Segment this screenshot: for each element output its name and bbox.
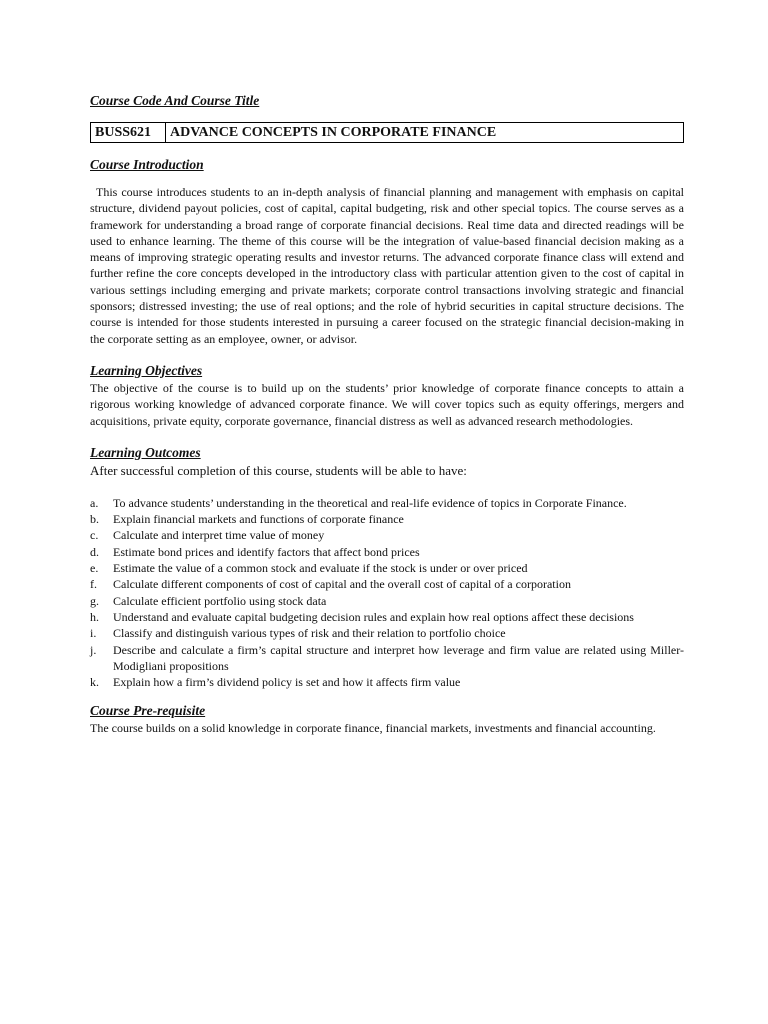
course-code: BUSS621: [91, 123, 166, 143]
prerequisite-text: The course builds on a solid knowledge in corporate finance, financial markets, investments and financial accounting.: [90, 721, 656, 736]
list-item-text: Estimate bond prices and identify factors that affect bond prices: [113, 544, 420, 559]
list-item: [90, 609, 684, 625]
course-title: ADVANCE CONCEPTS IN CORPORATE FINANCE: [166, 123, 684, 143]
list-marker: i.: [90, 626, 97, 641]
list-item: [90, 674, 684, 690]
list-marker: b.: [90, 512, 99, 527]
list-marker: g.: [90, 593, 99, 608]
introduction-heading: Course Introduction: [90, 157, 204, 172]
list-item-text: Explain how a firm’s dividend policy is set and how it affects firm value: [113, 675, 461, 690]
list-item-text: Explain financial markets and functions of corporate finance: [113, 512, 404, 527]
outcomes-list: [90, 495, 684, 691]
list-item-text: Calculate and interpret time value of money: [113, 528, 325, 543]
list-marker: k.: [90, 675, 99, 690]
list-item-text: Estimate the value of a common stock and evaluate if the stock is under or over priced: [113, 561, 528, 576]
list-item-text: Calculate different components of cost of capital and the overall cost of capital of a corporation: [113, 577, 571, 592]
list-item-text: Understand and evaluate capital budgeting decision rules and explain how real options affect these decisions: [113, 609, 634, 624]
introduction-text: This course introduces students to an in-depth analysis of financial planning and management with emphasis on capital structure, dividend payout policies, cost of capital, capital budgeting, risk and other special topics. The course serves as a framework for understanding a broad range of corporate financial decisions. Real time data and directed readings will be used to enhance learning. The theme of this course will be the integration of value-based financial decision making as a means of improving strategic operating results and investor returns. The advanced corporate finance class will extend and further refine the core concepts developed in the introductory class with particular attention given to the cost of capital in various settings including emerging and private markets; corporate control transactions involving strategic and financial sponsors; distressed investing; the use of real options; and the role of hybrid securities in capital structure decisions. The course is intended for those students interested in pursuing a career focused on the strategic financial decision-making in the corporate setting as an employee, owner, or advisor.: [90, 185, 684, 346]
list-item-text: Describe and calculate a firm’s capital structure and interpret how leverage and firm value are related using Miller-Modigliani propositions: [113, 642, 684, 673]
list-item: [90, 593, 684, 609]
course-code-heading: Course Code And Course Title: [90, 93, 260, 108]
list-item: [90, 544, 684, 560]
list-marker: h.: [90, 609, 99, 624]
list-marker: c.: [90, 528, 99, 543]
list-item: [90, 527, 684, 543]
document-page: [90, 92, 684, 737]
outcomes-heading: Learning Outcomes: [90, 444, 201, 460]
list-item-text: Classify and distinguish various types of risk and their relation to portfolio choice: [113, 626, 506, 641]
list-item: [90, 560, 684, 576]
list-item: [90, 642, 684, 675]
list-marker: j.: [90, 642, 97, 657]
objectives-heading: Learning Objectives: [90, 362, 203, 378]
course-code-table: [90, 122, 684, 143]
list-item: [90, 625, 684, 641]
list-marker: a.: [90, 495, 99, 510]
prerequisite-heading: Course Pre-requisite: [90, 703, 206, 719]
list-item: [90, 576, 684, 592]
list-item-text: Calculate efficient portfolio using stock data: [113, 593, 327, 608]
course-code-row: [91, 123, 684, 143]
list-item: [90, 511, 684, 527]
outcomes-lead: After successful completion of this course, students will be able to have:: [90, 462, 467, 478]
list-marker: f.: [90, 577, 97, 592]
objectives-text: The objective of the course is to build up on the students’ prior knowledge of corporate finance concepts to attain a rigorous working knowledge of advanced corporate finance. We will cover topics such as equity offerings, mergers and acquisitions, private equity, corporate governance, financial distress as well as advanced research methodologies.: [90, 380, 684, 428]
list-marker: e.: [90, 561, 99, 576]
list-item-text: To advance students’ understanding in the theoretical and real-life evidence of topics in Corporate Finance.: [113, 495, 627, 510]
list-marker: d.: [90, 544, 99, 559]
list-item: [90, 495, 684, 511]
